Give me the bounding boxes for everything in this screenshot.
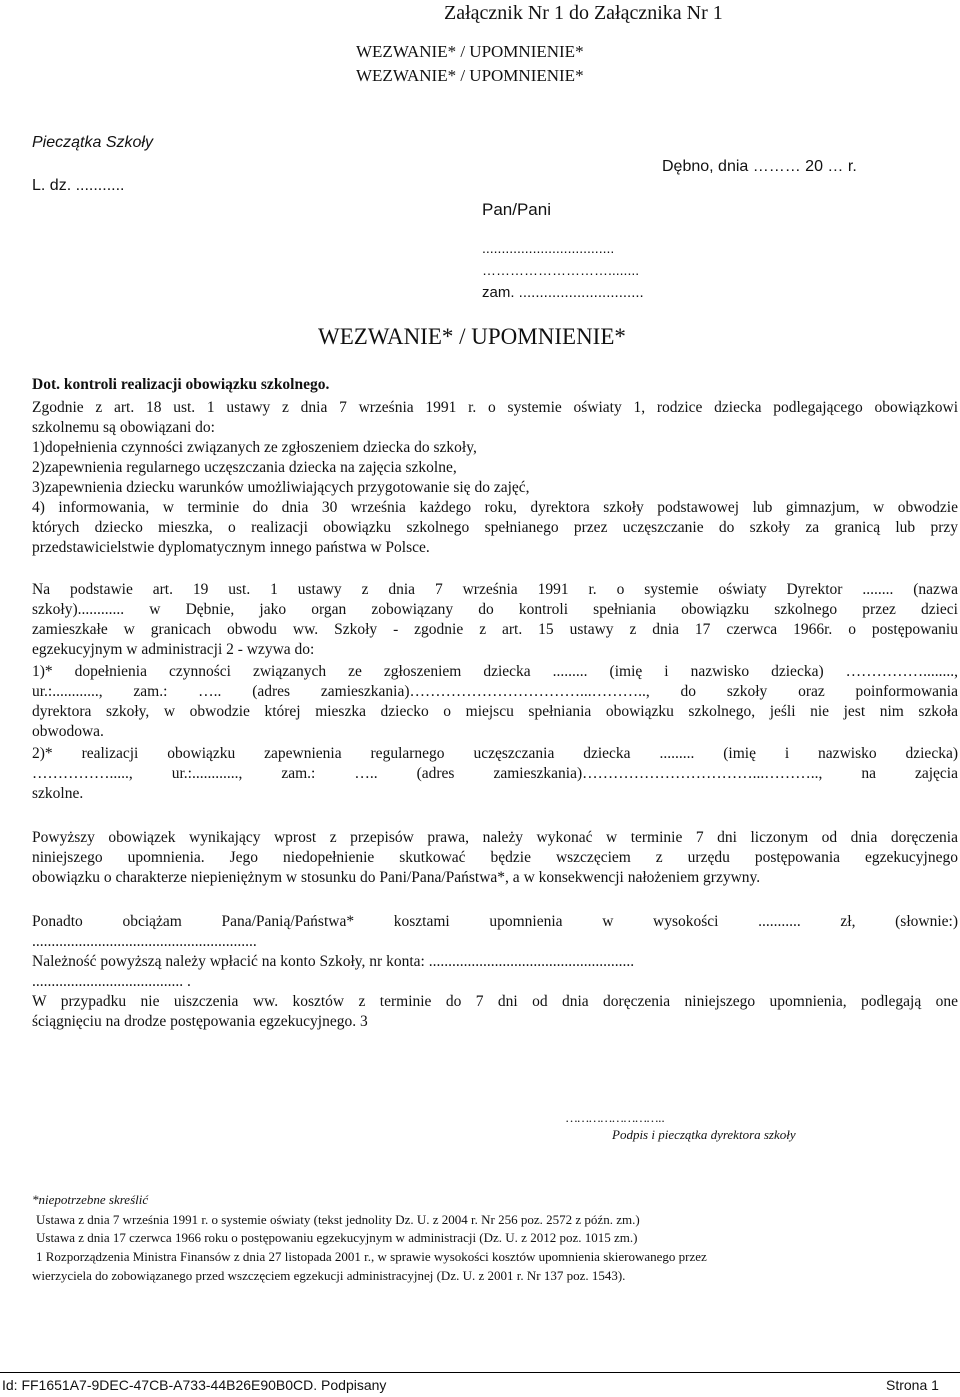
para4-line: Ponadto obciążam Pana/Panią/Państwa* kosztami upomnienia w wysokości ........... zł, (słownie:) <box>32 913 958 930</box>
addressee-line-1: .................................. <box>482 240 615 256</box>
addressee-salutation: Pan/Pani <box>482 200 551 219</box>
footnote-3b: wierzyciela do zobowiązanego przed wszczęciem egzekucji administracyjnej (Dz. U. z 2001 r. Nr 137 poz. 1543). <box>32 1268 626 1283</box>
para3-line: niniejszego upomnienia. Jego niedopełnienie skutkować będzie wszczęciem z urzędu postępowania egzekucyjnego <box>32 849 958 866</box>
footnote-note: *niepotrzebne skreślić <box>32 1192 149 1207</box>
ref-number: L. dz. ........... <box>32 177 125 194</box>
para3-line: Powyższy obowiązek wynikający wprost z przepisów prawa, należy wykonać w terminie 7 dni liczonym od dnia doręczenia <box>32 829 958 846</box>
para2-line: egzekucyjnym w administracji 2 - wzywa do: <box>32 641 315 658</box>
para4-line: W przypadku nie uiszczenia ww. kosztów z terminie do 7 dni od dnia doręczenia niniejszego upomnienia, podlegają one <box>32 993 958 1010</box>
para2-line: ur.:............, zam.: ….. (adres zamieszkania)……………………………...……….., do szkoły oraz poinformowania <box>32 683 958 700</box>
para4-line: ....................................... . <box>32 973 191 990</box>
addressee-line-3: zam. .............................. <box>482 284 644 301</box>
para4-line: ściągnięciu na drodze postępowania egzekucyjnego. 3 <box>32 1013 368 1030</box>
para1-line: 2)zapewnienia regularnego uczęszczania dziecka na zajęcia szkolne, <box>32 459 457 476</box>
para2-line: szkolne. <box>32 785 84 802</box>
para1-line: przedstawicielstwie dyplomatycznym innego państwa w Polsce. <box>32 539 430 556</box>
place-date: Dębno, dnia ……… 20 … r. <box>662 158 857 175</box>
para3-line: obowiązku o charakterze niepieniężnym w stosunku do Pani/Pana/Państwa*, a w konsekwencji nałożeniem grzywny. <box>32 869 761 886</box>
para1-line: których dziecko mieszka, o realizacji obowiązku szkolnego spełnianego przez uczęszczanie do szkoły za granicą lub przy <box>32 519 958 536</box>
para2-line: dyrektora szkoły, w obwodzie której mieszka dziecko o miejscu spełniania obowiązku szkolnego, jeśli nie jest nim szkoła <box>32 703 958 720</box>
para2-line: 1)* dopełnienia czynności związanych ze zgłoszeniem dziecka ......... (imię i nazwisko dziecka) ……………........, <box>32 663 958 680</box>
para1-line: 1)dopełnienia czynności związanych ze zgłoszeniem dziecka do szkoły, <box>32 439 477 456</box>
subject: Dot. kontroli realizacji obowiązku szkolnego. <box>32 376 330 393</box>
para2-line: 2)* realizacji obowiązku zapewnienia regularnego uczęszczania dziecka ......... (imię i nazwisko dziecka) <box>32 745 958 762</box>
para2-line: szkoły)............ w Dębnie, jako organ zobowiązany do kontroli spełniania obowiązku szkolnego przez dzieci <box>32 601 958 618</box>
attachment-label: Załącznik Nr 1 do Załącznika Nr 1 <box>444 2 723 24</box>
para4-line: .......................................................... <box>32 933 257 950</box>
para1-line: 4) informowania, w terminie do dnia 30 września każdego roku, dyrektora szkoły podstawowej lub gimnazjum, w obwodzie <box>32 499 958 516</box>
school-stamp: Pieczątka Szkoły <box>32 134 153 151</box>
signature-dots: …………………….. <box>566 1110 665 1125</box>
para2-line: obwodowa. <box>32 723 104 740</box>
para2-line: ……………....., ur.:............, zam.: ….. (adres zamieszkania)……………………………...……….., na zajęcia <box>32 765 958 782</box>
signature-label: Podpis i pieczątka dyrektora szkoły <box>612 1127 796 1142</box>
para1-line: szkolnemu są obowiązani do: <box>32 419 215 436</box>
title-line-2: WEZWANIE* / UPOMNIENIE* <box>356 66 584 85</box>
addressee-line-2: ………………………........ <box>482 262 640 278</box>
para1-line: Zgodnie z art. 18 ust. 1 ustawy z dnia 7 września 1991 r. o systemie oświaty 1, rodzice dziecka podlegającego obowiązkowi <box>32 399 958 416</box>
page-number: Strona 1 <box>886 1377 939 1393</box>
para4-line: Należność powyższą należy wpłacić na konto Szkoły, nr konta: ..................................................... <box>32 953 635 970</box>
footnote-3a: 1 Rozporządzenia Ministra Finansów z dnia 27 listopada 2001 r., w sprawie wysokości kosztów upomnienia skierowanego przez <box>36 1249 707 1264</box>
para1-line: 3)zapewnienia dziecku warunków umożliwiających przygotowanie się do zajęć, <box>32 479 530 496</box>
para2-line: Na podstawie art. 19 ust. 1 ustawy z dnia 7 września 1991 r. o systemie oświaty Dyrektor ........ (nazwa <box>32 581 958 598</box>
para2-line: zamieszkałe w granicach obwodu ww. Szkoły - zgodnie z art. 15 ustawy z dnia 17 czerwca 1966r. o postępowaniu <box>32 621 958 638</box>
footer-bar <box>0 1372 960 1397</box>
footnote-2: Ustawa z dnia 17 czerwca 1966 roku o postępowaniu egzekucyjnym w administracji (Dz. U. z 2012 poz. 1015 zm.) <box>36 1230 638 1245</box>
document-id: Id: FF1651A7-9DEC-47CB-A733-44B26E90B0CD. Podpisany <box>2 1377 387 1393</box>
footnote-1: Ustawa z dnia 7 września 1991 r. o systemie oświaty (tekst jednolity Dz. U. z 2004 r. Nr 256 poz. 2572 z późn. zm.) <box>36 1212 640 1227</box>
main-title: WEZWANIE* / UPOMNIENIE* <box>318 324 626 349</box>
title-line-1: WEZWANIE* / UPOMNIENIE* <box>356 42 584 61</box>
